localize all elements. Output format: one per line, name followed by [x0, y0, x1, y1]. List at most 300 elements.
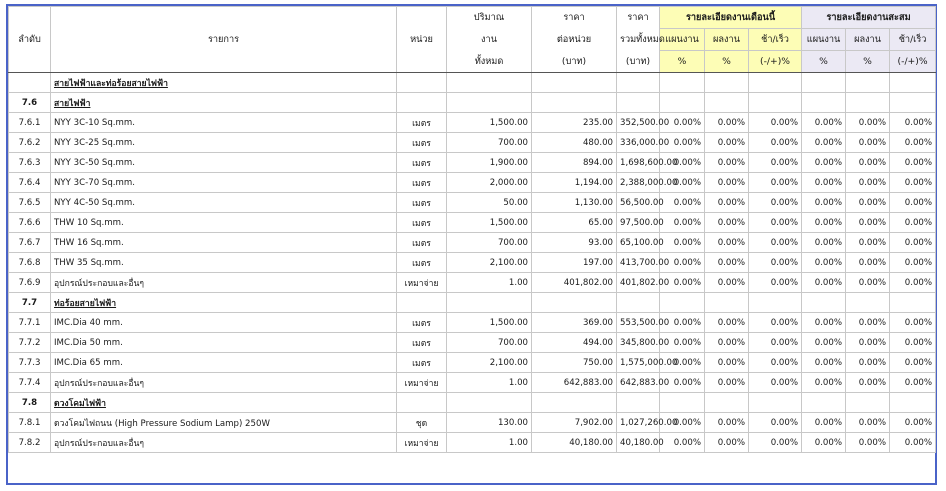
pct-cell-a-res: 0.00%	[846, 113, 890, 133]
pct-cell-a-diff: 0.00%	[890, 353, 936, 373]
pct-cell-a-res: 0.00%	[846, 193, 890, 213]
total-price-cell: 40,180.00	[617, 433, 660, 453]
unit-price-cell: 93.00	[532, 233, 617, 253]
section-title: ดวงโคมไฟฟ้า	[51, 393, 251, 413]
unit-price-cell: 7,902.00	[532, 413, 617, 433]
qty-cell: 1,500.00	[447, 113, 532, 133]
item-name: อุปกรณ์ประกอบและอื่นๆ	[51, 273, 251, 293]
table-row	[9, 373, 936, 393]
item-name: NYY 3C-25 Sq.mm.	[51, 133, 251, 153]
pct-cell-a-res: 0.00%	[846, 153, 890, 173]
pct-cell-a-plan: 0.00%	[802, 193, 846, 213]
header-unit-price-2: ต่อหน่วย	[532, 29, 617, 51]
header-no: ลำดับ	[9, 7, 51, 73]
qty-cell: 1,500.00	[447, 313, 532, 333]
pct-cell-m-plan: 0.00%	[660, 373, 705, 393]
empty-cell	[447, 393, 532, 413]
pct-cell-a-diff: 0.00%	[890, 313, 936, 333]
empty-cell	[660, 293, 705, 313]
item-name: NYY 3C-70 Sq.mm.	[51, 173, 251, 193]
table-row	[9, 433, 936, 453]
unit-cell: เมตร	[397, 253, 447, 273]
header-month-result: ผลงาน	[705, 29, 749, 51]
unit-cell: เหมาจ่าย	[397, 433, 447, 453]
qty-cell: 2,100.00	[447, 253, 532, 273]
empty-cell	[749, 393, 802, 413]
unit-cell: ชุด	[397, 413, 447, 433]
header-row-1	[9, 7, 936, 29]
table-row	[9, 113, 936, 133]
pct-cell-a-res: 0.00%	[846, 353, 890, 373]
item-name: THW 35 Sq.mm.	[51, 253, 251, 273]
pct-cell-a-plan: 0.00%	[802, 273, 846, 293]
empty-cell	[251, 293, 283, 313]
pct-cell-m-res: 0.00%	[705, 113, 749, 133]
empty-cell	[890, 293, 936, 313]
pct-cell-a-plan: 0.00%	[802, 153, 846, 173]
header-total-price-3: (บาท)	[617, 51, 660, 73]
pct-cell-a-diff: 0.00%	[890, 433, 936, 453]
item-name: THW 10 Sq.mm.	[51, 213, 251, 233]
empty-cell	[251, 233, 283, 253]
empty-cell	[749, 73, 802, 93]
row-no: 7.7.1	[9, 313, 51, 333]
total-price-cell: 553,500.00	[617, 313, 660, 333]
pct-cell-m-res: 0.00%	[705, 273, 749, 293]
empty-cell	[251, 373, 283, 393]
total-price-cell: 336,000.00	[617, 133, 660, 153]
pct-cell-m-diff: 0.00%	[749, 113, 802, 133]
empty-cell	[251, 73, 283, 93]
empty-cell	[283, 393, 397, 413]
pct-cell-a-plan: 0.00%	[802, 413, 846, 433]
total-price-cell: 352,500.00	[617, 113, 660, 133]
empty-cell	[660, 393, 705, 413]
unit-price-cell: 750.00	[532, 353, 617, 373]
pct-cell-m-diff: 0.00%	[749, 313, 802, 333]
table-row	[9, 153, 936, 173]
table-row	[9, 233, 936, 253]
empty-cell	[890, 93, 936, 113]
empty-cell	[283, 293, 397, 313]
empty-cell	[890, 73, 936, 93]
pct-cell-m-res: 0.00%	[705, 193, 749, 213]
unit-price-cell: 1,194.00	[532, 173, 617, 193]
empty-cell	[283, 193, 397, 213]
unit-cell: เมตร	[397, 213, 447, 233]
pct-cell-m-res: 0.00%	[705, 133, 749, 153]
pct-cell-a-diff: 0.00%	[890, 133, 936, 153]
header-accum-plan-pct: %	[802, 51, 846, 73]
header-accum-result-pct: %	[846, 51, 890, 73]
row-no: 7.6.2	[9, 133, 51, 153]
empty-cell	[251, 193, 283, 213]
total-price-cell: 97,500.00	[617, 213, 660, 233]
pct-cell-a-diff: 0.00%	[890, 413, 936, 433]
pct-cell-m-diff: 0.00%	[749, 273, 802, 293]
unit-price-cell: 40,180.00	[532, 433, 617, 453]
empty-cell	[283, 113, 397, 133]
pct-cell-a-diff: 0.00%	[890, 193, 936, 213]
pct-cell-m-plan: 0.00%	[660, 433, 705, 453]
empty-cell	[802, 73, 846, 93]
section-title: สายไฟฟ้า	[51, 93, 251, 113]
pct-cell-m-diff: 0.00%	[749, 193, 802, 213]
pct-cell-m-diff: 0.00%	[749, 433, 802, 453]
empty-cell	[251, 433, 283, 453]
pct-cell-a-plan: 0.00%	[802, 353, 846, 373]
qty-cell: 700.00	[447, 233, 532, 253]
pct-cell-m-plan: 0.00%	[660, 153, 705, 173]
pct-cell-a-diff: 0.00%	[890, 333, 936, 353]
total-price-cell: 642,883.00	[617, 373, 660, 393]
empty-cell	[447, 73, 532, 93]
table-row	[9, 313, 936, 333]
total-price-cell: 401,802.00	[617, 273, 660, 293]
header-qty-3: ทั้งหมด	[447, 51, 532, 73]
header-unit: หน่วย	[397, 7, 447, 73]
item-name: IMC.Dia 40 mm.	[51, 313, 251, 333]
pct-cell-m-plan: 0.00%	[660, 413, 705, 433]
pct-cell-a-plan: 0.00%	[802, 233, 846, 253]
empty-cell	[532, 73, 617, 93]
header-month-plan: แผนงาน	[660, 29, 705, 51]
empty-cell	[283, 433, 397, 453]
empty-cell	[532, 393, 617, 413]
pct-cell-a-res: 0.00%	[846, 413, 890, 433]
header-qty-1: ปริมาณ	[447, 7, 532, 29]
pct-cell-a-res: 0.00%	[846, 313, 890, 333]
header-accum-result: ผลงาน	[846, 29, 890, 51]
pct-cell-m-plan: 0.00%	[660, 313, 705, 333]
empty-cell	[846, 93, 890, 113]
table-row	[9, 273, 936, 293]
row-no	[9, 73, 51, 93]
pct-cell-a-res: 0.00%	[846, 273, 890, 293]
unit-cell: เมตร	[397, 193, 447, 213]
pct-cell-a-res: 0.00%	[846, 133, 890, 153]
empty-cell	[283, 253, 397, 273]
pct-cell-a-res: 0.00%	[846, 373, 890, 393]
pct-cell-a-res: 0.00%	[846, 213, 890, 233]
row-no: 7.6.3	[9, 153, 51, 173]
total-price-cell: 2,388,000.00	[617, 173, 660, 193]
empty-cell	[283, 273, 397, 293]
empty-cell	[283, 153, 397, 173]
empty-cell	[283, 313, 397, 333]
qty-cell: 700.00	[447, 333, 532, 353]
empty-cell	[660, 73, 705, 93]
header-item: รายการ	[51, 7, 397, 73]
section-title: สายไฟฟ้าและท่อร้อยสายไฟฟ้า	[51, 73, 251, 93]
empty-cell	[283, 413, 397, 433]
pct-cell-m-res: 0.00%	[705, 253, 749, 273]
item-name: NYY 4C-50 Sq.mm.	[51, 193, 251, 213]
section-row	[9, 73, 936, 93]
empty-cell	[283, 133, 397, 153]
empty-cell	[251, 133, 283, 153]
empty-cell	[283, 353, 397, 373]
section-row	[9, 93, 936, 113]
unit-price-cell: 642,883.00	[532, 373, 617, 393]
qty-cell: 2,000.00	[447, 173, 532, 193]
pct-cell-m-plan: 0.00%	[660, 193, 705, 213]
pct-cell-m-plan: 0.00%	[660, 273, 705, 293]
pct-cell-m-diff: 0.00%	[749, 213, 802, 233]
unit-price-cell: 197.00	[532, 253, 617, 273]
spreadsheet-frame	[6, 4, 937, 485]
qty-cell: 1.00	[447, 373, 532, 393]
pct-cell-a-diff: 0.00%	[890, 173, 936, 193]
row-no: 7.6.7	[9, 233, 51, 253]
unit-cell: เมตร	[397, 153, 447, 173]
pct-cell-a-diff: 0.00%	[890, 213, 936, 233]
empty-cell	[447, 293, 532, 313]
header-total-price-2: รวมทั้งหมด	[617, 29, 660, 51]
empty-cell	[251, 333, 283, 353]
pct-cell-a-plan: 0.00%	[802, 173, 846, 193]
pct-cell-m-res: 0.00%	[705, 173, 749, 193]
empty-cell	[846, 293, 890, 313]
section-row	[9, 293, 936, 313]
total-price-cell: 413,700.00	[617, 253, 660, 273]
pct-cell-a-plan: 0.00%	[802, 253, 846, 273]
section-title: ท่อร้อยสายไฟฟ้า	[51, 293, 251, 313]
pct-cell-m-plan: 0.00%	[660, 233, 705, 253]
row-no: 7.6.1	[9, 113, 51, 133]
pct-cell-m-plan: 0.00%	[660, 213, 705, 233]
row-no: 7.7.2	[9, 333, 51, 353]
pct-cell-m-res: 0.00%	[705, 313, 749, 333]
pct-cell-a-diff: 0.00%	[890, 253, 936, 273]
pct-cell-m-diff: 0.00%	[749, 233, 802, 253]
empty-cell	[532, 293, 617, 313]
header-accum-group: รายละเอียดงานสะสม	[802, 7, 936, 29]
empty-cell	[251, 173, 283, 193]
row-no: 7.6.4	[9, 173, 51, 193]
empty-cell	[251, 93, 283, 113]
pct-cell-a-plan: 0.00%	[802, 373, 846, 393]
empty-cell	[397, 393, 447, 413]
pct-cell-m-res: 0.00%	[705, 333, 749, 353]
qty-cell: 700.00	[447, 133, 532, 153]
empty-cell	[705, 93, 749, 113]
unit-price-cell: 65.00	[532, 213, 617, 233]
empty-cell	[617, 73, 660, 93]
unit-price-cell: 894.00	[532, 153, 617, 173]
row-no: 7.6.8	[9, 253, 51, 273]
empty-cell	[251, 253, 283, 273]
pct-cell-a-res: 0.00%	[846, 333, 890, 353]
empty-cell	[251, 273, 283, 293]
empty-cell	[749, 93, 802, 113]
pct-cell-a-plan: 0.00%	[802, 313, 846, 333]
item-name: THW 16 Sq.mm.	[51, 233, 251, 253]
header-accum-diff: ช้า/เร็ว	[890, 29, 936, 51]
empty-cell	[617, 293, 660, 313]
table-row	[9, 413, 936, 433]
item-name: IMC.Dia 65 mm.	[51, 353, 251, 373]
pct-cell-m-res: 0.00%	[705, 213, 749, 233]
empty-cell	[846, 73, 890, 93]
total-price-cell: 345,800.00	[617, 333, 660, 353]
pct-cell-a-res: 0.00%	[846, 233, 890, 253]
total-price-cell: 65,100.00	[617, 233, 660, 253]
empty-cell	[705, 393, 749, 413]
empty-cell	[251, 113, 283, 133]
pct-cell-m-plan: 0.00%	[660, 133, 705, 153]
qty-cell: 1,900.00	[447, 153, 532, 173]
qty-cell: 1.00	[447, 433, 532, 453]
pct-cell-a-plan: 0.00%	[802, 333, 846, 353]
item-name: NYY 3C-50 Sq.mm.	[51, 153, 251, 173]
table-row	[9, 133, 936, 153]
empty-cell	[283, 373, 397, 393]
pct-cell-m-res: 0.00%	[705, 233, 749, 253]
pct-cell-a-plan: 0.00%	[802, 433, 846, 453]
item-name: IMC.Dia 50 mm.	[51, 333, 251, 353]
qty-cell: 1,500.00	[447, 213, 532, 233]
pct-cell-m-plan: 0.00%	[660, 333, 705, 353]
header-unit-price-3: (บาท)	[532, 51, 617, 73]
row-no: 7.8.2	[9, 433, 51, 453]
unit-price-cell: 480.00	[532, 133, 617, 153]
empty-cell	[283, 73, 397, 93]
pct-cell-m-res: 0.00%	[705, 153, 749, 173]
qty-cell: 1.00	[447, 273, 532, 293]
empty-cell	[251, 313, 283, 333]
pct-cell-a-diff: 0.00%	[890, 153, 936, 173]
empty-cell	[532, 93, 617, 113]
pct-cell-a-diff: 0.00%	[890, 233, 936, 253]
header-unit-price-1: ราคา	[532, 7, 617, 29]
empty-cell	[846, 393, 890, 413]
row-no: 7.6.5	[9, 193, 51, 213]
empty-cell	[283, 333, 397, 353]
header-month-plan-pct: %	[660, 51, 705, 73]
empty-cell	[617, 393, 660, 413]
header-month-diff: ช้า/เร็ว	[749, 29, 802, 51]
unit-price-cell: 401,802.00	[532, 273, 617, 293]
empty-cell	[283, 213, 397, 233]
pct-cell-m-res: 0.00%	[705, 373, 749, 393]
header-month-result-pct: %	[705, 51, 749, 73]
pct-cell-m-plan: 0.00%	[660, 253, 705, 273]
pct-cell-a-diff: 0.00%	[890, 113, 936, 133]
total-price-cell: 56,500.00	[617, 193, 660, 213]
table-row	[9, 213, 936, 233]
empty-cell	[283, 93, 397, 113]
header-accum-diff-pct: (-/+)%	[890, 51, 936, 73]
empty-cell	[802, 93, 846, 113]
pct-cell-m-plan: 0.00%	[660, 173, 705, 193]
pct-cell-m-diff: 0.00%	[749, 133, 802, 153]
empty-cell	[802, 293, 846, 313]
empty-cell	[283, 233, 397, 253]
pct-cell-m-diff: 0.00%	[749, 413, 802, 433]
qty-cell: 50.00	[447, 193, 532, 213]
item-name: NYY 3C-10 Sq.mm.	[51, 113, 251, 133]
empty-cell	[251, 353, 283, 373]
unit-cell: เมตร	[397, 233, 447, 253]
header-month-group: รายละเอียดงานเดือนนี้	[660, 7, 802, 29]
empty-cell	[397, 93, 447, 113]
empty-cell	[660, 93, 705, 113]
header-total-price-1: ราคา	[617, 7, 660, 29]
progress-table	[8, 6, 936, 453]
table-row	[9, 353, 936, 373]
total-price-cell: 1,027,260.00	[617, 413, 660, 433]
empty-cell	[890, 393, 936, 413]
empty-cell	[447, 93, 532, 113]
row-no: 7.6.9	[9, 273, 51, 293]
empty-cell	[705, 293, 749, 313]
table-row	[9, 253, 936, 273]
row-no: 7.6	[9, 93, 51, 113]
pct-cell-m-diff: 0.00%	[749, 253, 802, 273]
pct-cell-m-plan: 0.00%	[660, 353, 705, 373]
header-month-diff-pct: (-/+)%	[749, 51, 802, 73]
pct-cell-m-diff: 0.00%	[749, 333, 802, 353]
header-qty-2: งาน	[447, 29, 532, 51]
unit-cell: เมตร	[397, 333, 447, 353]
total-price-cell: 1,575,000.00	[617, 353, 660, 373]
pct-cell-m-plan: 0.00%	[660, 113, 705, 133]
unit-cell: เมตร	[397, 173, 447, 193]
row-no: 7.7.4	[9, 373, 51, 393]
empty-cell	[251, 153, 283, 173]
item-name: อุปกรณ์ประกอบและอื่นๆ	[51, 433, 251, 453]
pct-cell-a-res: 0.00%	[846, 173, 890, 193]
header-accum-plan: แผนงาน	[802, 29, 846, 51]
empty-cell	[802, 393, 846, 413]
pct-cell-m-res: 0.00%	[705, 353, 749, 373]
unit-price-cell: 494.00	[532, 333, 617, 353]
pct-cell-a-diff: 0.00%	[890, 373, 936, 393]
unit-cell: เหมาจ่าย	[397, 273, 447, 293]
pct-cell-a-plan: 0.00%	[802, 113, 846, 133]
table-row	[9, 173, 936, 193]
pct-cell-a-diff: 0.00%	[890, 273, 936, 293]
row-no: 7.8.1	[9, 413, 51, 433]
pct-cell-m-diff: 0.00%	[749, 353, 802, 373]
table-row	[9, 193, 936, 213]
empty-cell	[251, 393, 283, 413]
unit-cell: เหมาจ่าย	[397, 373, 447, 393]
empty-cell	[251, 213, 283, 233]
table-row	[9, 333, 936, 353]
row-no: 7.7.3	[9, 353, 51, 373]
total-price-cell: 1,698,600.00	[617, 153, 660, 173]
empty-cell	[397, 293, 447, 313]
qty-cell: 130.00	[447, 413, 532, 433]
unit-cell: เมตร	[397, 353, 447, 373]
qty-cell: 2,100.00	[447, 353, 532, 373]
pct-cell-m-diff: 0.00%	[749, 153, 802, 173]
unit-price-cell: 369.00	[532, 313, 617, 333]
pct-cell-m-diff: 0.00%	[749, 373, 802, 393]
empty-cell	[705, 73, 749, 93]
item-name: ดวงโคมไฟถนน (High Pressure Sodium Lamp) 250W	[51, 413, 251, 433]
empty-cell	[749, 293, 802, 313]
item-name: อุปกรณ์ประกอบและอื่นๆ	[51, 373, 251, 393]
empty-cell	[397, 73, 447, 93]
empty-cell	[283, 173, 397, 193]
unit-price-cell: 235.00	[532, 113, 617, 133]
unit-price-cell: 1,130.00	[532, 193, 617, 213]
unit-cell: เมตร	[397, 313, 447, 333]
pct-cell-a-plan: 0.00%	[802, 213, 846, 233]
